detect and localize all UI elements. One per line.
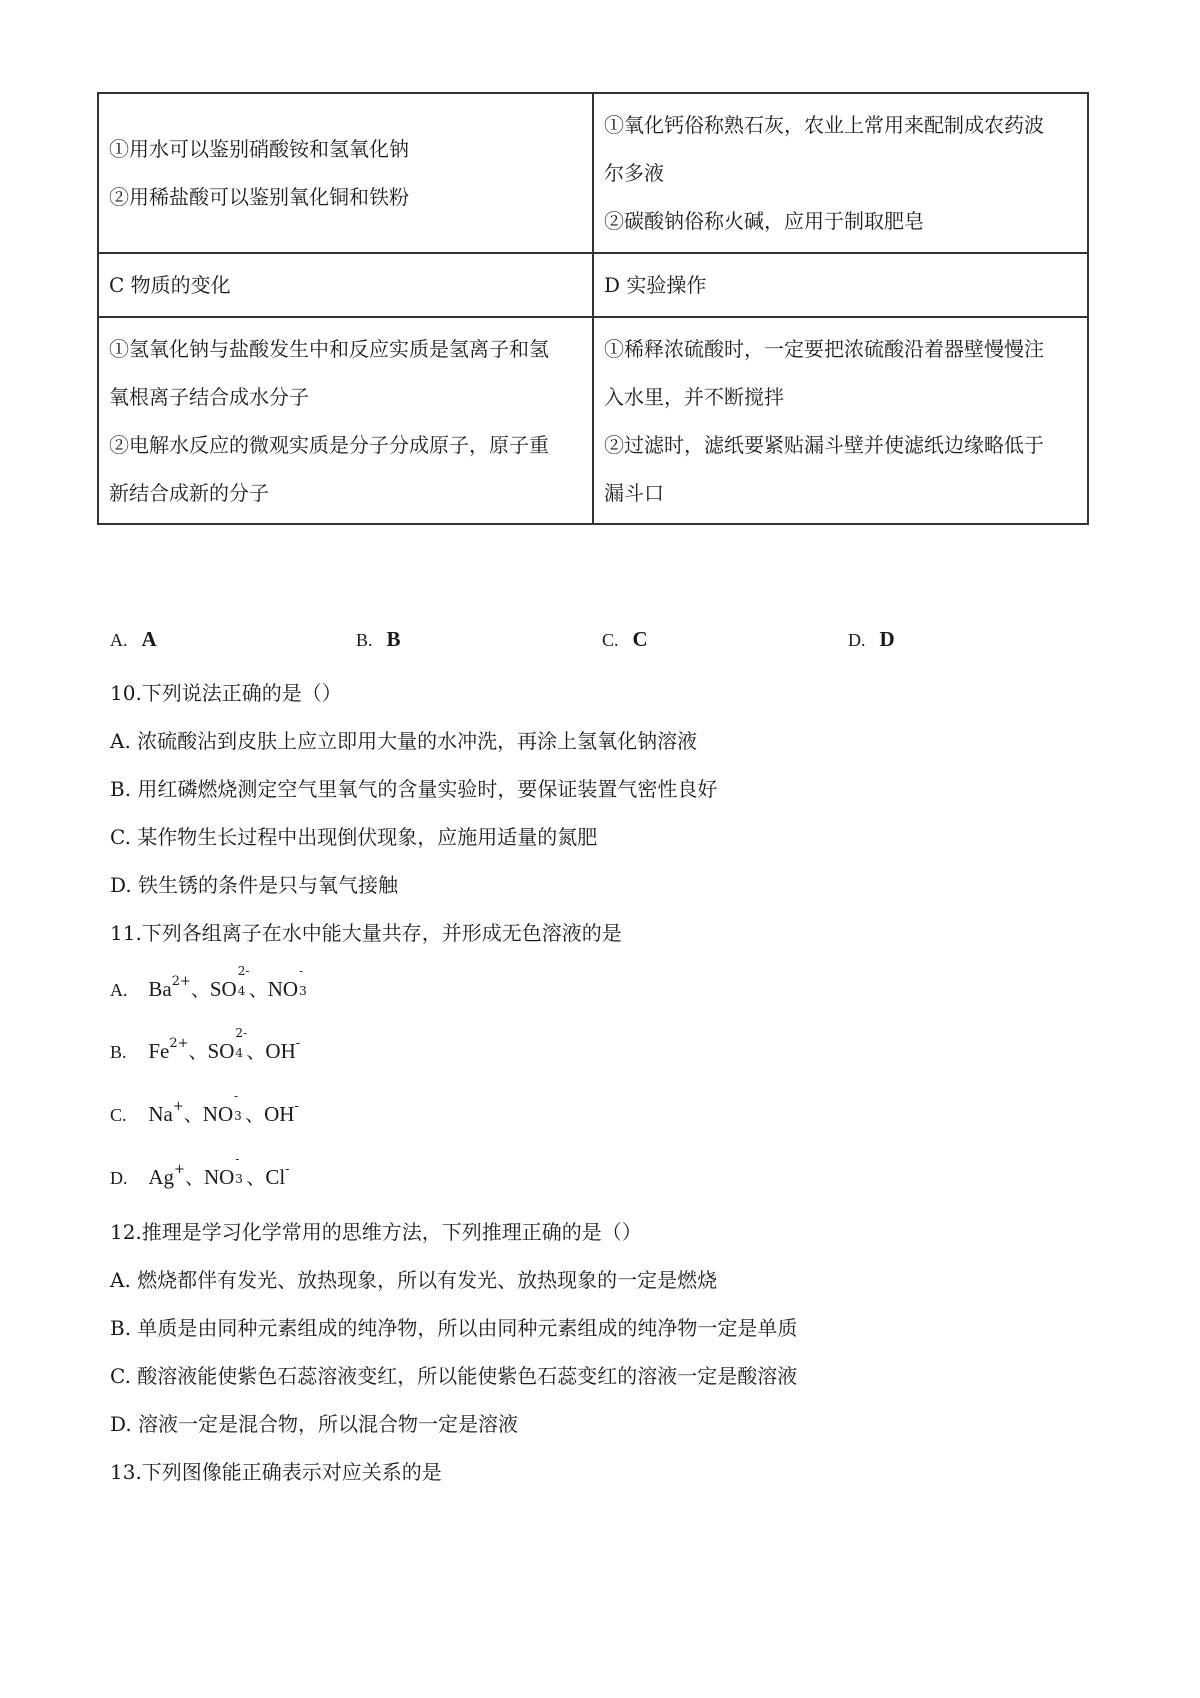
q10-option-b[interactable]: B. 用红磷燃烧测定空气里氧气的含量实验时，要保证装置气密性良好 xyxy=(110,777,718,801)
cell-line: ②碳酸钠俗称火碱，应用于制取肥皂 xyxy=(604,209,924,233)
separator: 、 xyxy=(184,1167,204,1189)
ion-charge: 2+ xyxy=(169,1036,189,1051)
ion-subscript: 3 xyxy=(299,984,307,998)
separator: 、 xyxy=(245,1104,265,1126)
cell-line: 尔多液 xyxy=(604,161,664,185)
separator: 、 xyxy=(190,979,210,1001)
table-header-d xyxy=(593,253,1088,317)
ion-charge: - xyxy=(299,964,304,978)
ion-charge: 2+ xyxy=(171,974,191,989)
cell-line: ①氢氧化钠与盐酸发生中和反应实质是氢离子和氢 xyxy=(109,336,549,361)
knowledge-table xyxy=(97,92,1089,525)
q10-option-a[interactable]: A. 浓硫酸沾到皮肤上应立即用大量的水冲洗，再涂上氢氧化钠溶液 xyxy=(110,729,698,753)
q9-option-a[interactable] xyxy=(110,627,157,652)
q11-option-b[interactable] xyxy=(110,1026,301,1064)
cell-line: ①用水可以鉴别硝酸铵和氢氧化钠 xyxy=(109,137,409,161)
option-letter: D. xyxy=(848,630,866,650)
separator: 、 xyxy=(246,1167,266,1189)
cell-line: 氧根离子结合成水分子 xyxy=(109,384,309,409)
q10-option-d[interactable]: D. 铁生锈的条件是只与氧气接触 xyxy=(110,873,399,897)
cell-line: 漏斗口 xyxy=(604,480,664,505)
q10-option-c[interactable]: C. 某作物生长过程中出现倒伏现象，应施用适量的氮肥 xyxy=(110,825,598,849)
table-cell-b-content xyxy=(593,93,1088,253)
separator: 、 xyxy=(183,1104,203,1126)
q9-option-b[interactable] xyxy=(356,627,401,652)
cell-line: ②电解水反应的微观实质是分子分成原子，原子重 xyxy=(109,432,549,457)
option-letter: B. xyxy=(110,1042,127,1062)
cell-line: ①稀释浓硫酸时，一定要把浓硫酸沿着器壁慢慢注 xyxy=(604,336,1044,361)
option-value: C xyxy=(632,627,648,651)
ion-script xyxy=(234,1026,248,1060)
separator: 、 xyxy=(188,1041,208,1063)
option-letter: A. xyxy=(110,630,128,650)
cell-line: C 物质的变化 xyxy=(109,273,231,297)
ion-charge: 2- xyxy=(237,964,250,978)
ion-subscript: 3 xyxy=(234,1109,242,1123)
q12-option-c[interactable]: C. 酸溶液能使紫色石蕊溶液变红，所以能使紫色石蕊变红的溶液一定是酸溶液 xyxy=(110,1364,798,1388)
ion-formula: Cl xyxy=(265,1165,286,1189)
option-letter: D. xyxy=(110,1168,128,1188)
table-cell-a-content xyxy=(98,93,593,253)
table-cell-d-content xyxy=(593,317,1088,524)
option-letter: A. xyxy=(110,980,128,1000)
ion-formula: OH xyxy=(264,1102,295,1126)
ion-formula: SO xyxy=(207,1039,235,1063)
option-letter: B. xyxy=(356,630,373,650)
ion-charge: + xyxy=(172,1099,184,1114)
ion-script xyxy=(298,964,308,998)
ion-charge: - xyxy=(295,1036,301,1051)
q11-option-c[interactable] xyxy=(110,1089,299,1127)
table-row xyxy=(98,317,1088,524)
ion-charge: - xyxy=(294,1099,299,1114)
ion-formula: SO xyxy=(209,977,237,1001)
table-header-c xyxy=(98,253,593,317)
ion-subscript: 4 xyxy=(235,1046,244,1060)
q11-stem: 11.下列各组离子在水中能大量共存，并形成无色溶液的是 xyxy=(110,921,622,945)
q12-stem: 12.推理是学习化学常用的思维方法，下列推理正确的是（） xyxy=(110,1220,642,1244)
ion-charge: - xyxy=(235,1152,240,1166)
ion-formula: Ag xyxy=(148,1165,175,1189)
ion-formula: Fe xyxy=(148,1039,170,1063)
ion-formula: Ba xyxy=(148,977,172,1001)
option-value: D xyxy=(879,627,895,651)
ion-formula: OH xyxy=(265,1039,296,1063)
ion-charge: 2- xyxy=(235,1026,248,1040)
ion-subscript: 4 xyxy=(237,984,246,998)
ion-script xyxy=(237,964,250,998)
cell-line: ②过滤时，滤纸要紧贴漏斗壁并使滤纸边缘略低于 xyxy=(604,432,1044,457)
q11-option-a[interactable] xyxy=(110,964,310,1002)
q10-stem: 10.下列说法正确的是（） xyxy=(110,681,342,705)
ion-formula: NO xyxy=(203,1165,235,1189)
ion-script xyxy=(234,1152,244,1186)
cell-line: ①氧化钙俗称熟石灰，农业上常用来配制成农药波 xyxy=(604,113,1044,137)
separator: 、 xyxy=(246,1041,266,1063)
option-letter: C. xyxy=(602,630,619,650)
cell-line: D 实验操作 xyxy=(604,273,707,297)
separator: 、 xyxy=(248,979,268,1001)
option-letter: C. xyxy=(110,1105,127,1125)
q9-options xyxy=(110,627,1110,657)
ion-formula: Na xyxy=(148,1102,173,1126)
option-value: B xyxy=(386,627,401,651)
ion-formula: NO xyxy=(267,977,299,1001)
ion-charge: - xyxy=(285,1162,290,1177)
cell-line: 入水里，并不断搅拌 xyxy=(604,384,784,409)
table-row xyxy=(98,253,1088,317)
cell-line: ②用稀盐酸可以鉴别氧化铜和铁粉 xyxy=(109,185,409,209)
q11-option-d[interactable] xyxy=(110,1152,290,1190)
q12-option-b[interactable]: B. 单质是由同种元素组成的纯净物，所以由同种元素组成的纯净物一定是单质 xyxy=(110,1316,798,1340)
q9-option-d[interactable] xyxy=(848,627,895,652)
q12-option-a[interactable]: A. 燃烧都伴有发光、放热现象，所以有发光、放热现象的一定是燃烧 xyxy=(110,1268,718,1292)
ion-charge: + xyxy=(174,1162,185,1177)
ion-formula: NO xyxy=(202,1102,234,1126)
table-row xyxy=(98,93,1088,253)
table-cell-c-content xyxy=(98,317,593,524)
ion-script xyxy=(233,1089,243,1123)
ion-subscript: 3 xyxy=(235,1172,243,1186)
ion-charge: - xyxy=(234,1089,239,1103)
cell-line: 新结合成新的分子 xyxy=(109,480,269,505)
q9-option-c[interactable] xyxy=(602,627,648,652)
option-value: A xyxy=(141,627,157,651)
q12-option-d[interactable]: D. 溶液一定是混合物，所以混合物一定是溶液 xyxy=(110,1412,519,1436)
q13-stem: 13.下列图像能正确表示对应关系的是 xyxy=(110,1460,442,1484)
